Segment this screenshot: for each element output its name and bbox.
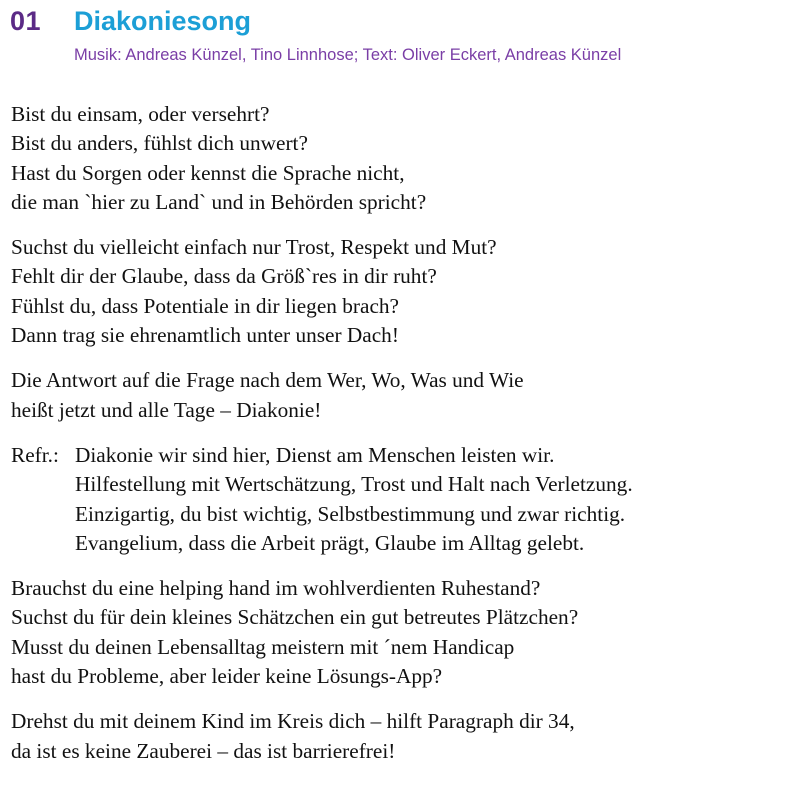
lyric-line: Die Antwort auf die Frage nach dem Wer, Wo, Was und Wie <box>11 368 524 393</box>
lyric-line: Bist du anders, fühlst dich unwert? <box>11 131 308 156</box>
lyric-line: Suchst du für dein kleines Schätzchen ein gut betreutes Plätzchen? <box>11 605 579 630</box>
lyric-line: Fehlt dir der Glaube, dass da Größ`res in dir ruht? <box>11 264 437 289</box>
lyric-line: da ist es keine Zauberei – das ist barrierefrei! <box>11 738 396 763</box>
lyric-line: hast du Probleme, aber leider keine Lösungs-App? <box>11 664 443 689</box>
refrain-line: Hilfestellung mit Wertschätzung, Trost und Halt nach Verletzung. <box>75 472 633 497</box>
lyric-line: Suchst du vielleicht einfach nur Trost, Respekt und Mut? <box>11 235 497 260</box>
lyric-line: heißt jetzt und alle Tage – Diakonie! <box>11 397 322 422</box>
lyrics <box>11 100 796 782</box>
lyric-line: Brauchst du eine helping hand im wohlverdienten Ruhestand? <box>11 576 541 601</box>
stanza-2 <box>11 233 796 350</box>
lyric-line: Bist du einsam, oder versehrt? <box>11 102 270 126</box>
refrain-line: Diakonie wir sind hier, Dienst am Menschen leisten wir. <box>75 442 555 467</box>
refrain-line: Einzigartig, du bist wichtig, Selbstbestimmung und zwar richtig. <box>75 501 626 526</box>
song-number: 01 <box>10 6 42 36</box>
lyric-line: Drehst du mit deinem Kind im Kreis dich – hilft Paragraph dir 34, <box>11 709 575 734</box>
lyric-line: Musst du deinen Lebensalltag meistern mit ´nem Handicap <box>11 634 515 659</box>
refrain-line: Evangelium, dass die Arbeit prägt, Glaube im Alltag gelebt. <box>75 530 585 555</box>
song-title: Diakoniesong <box>74 6 252 36</box>
lyric-line: Fühlst du, dass Potentiale in dir liegen brach? <box>11 293 400 318</box>
stanza-3 <box>11 366 796 425</box>
lyric-line: die man `hier zu Land` und in Behörden spricht? <box>11 189 427 214</box>
refrain-lines <box>11 441 796 558</box>
refrain-label: Refr.: <box>11 442 59 467</box>
refrain <box>11 441 796 558</box>
lyric-line: Hast du Sorgen oder kennst die Sprache nicht, <box>11 160 405 185</box>
stanza-1 <box>11 100 796 217</box>
lyric-line: Dann trag sie ehrenamtlich unter unser Dach! <box>11 323 399 348</box>
song-credits: Musik: Andreas Künzel, Tino Linnhose; Text: Oliver Eckert, Andreas Künzel <box>74 46 622 64</box>
stanza-4 <box>11 574 796 691</box>
stanza-5 <box>11 707 796 766</box>
